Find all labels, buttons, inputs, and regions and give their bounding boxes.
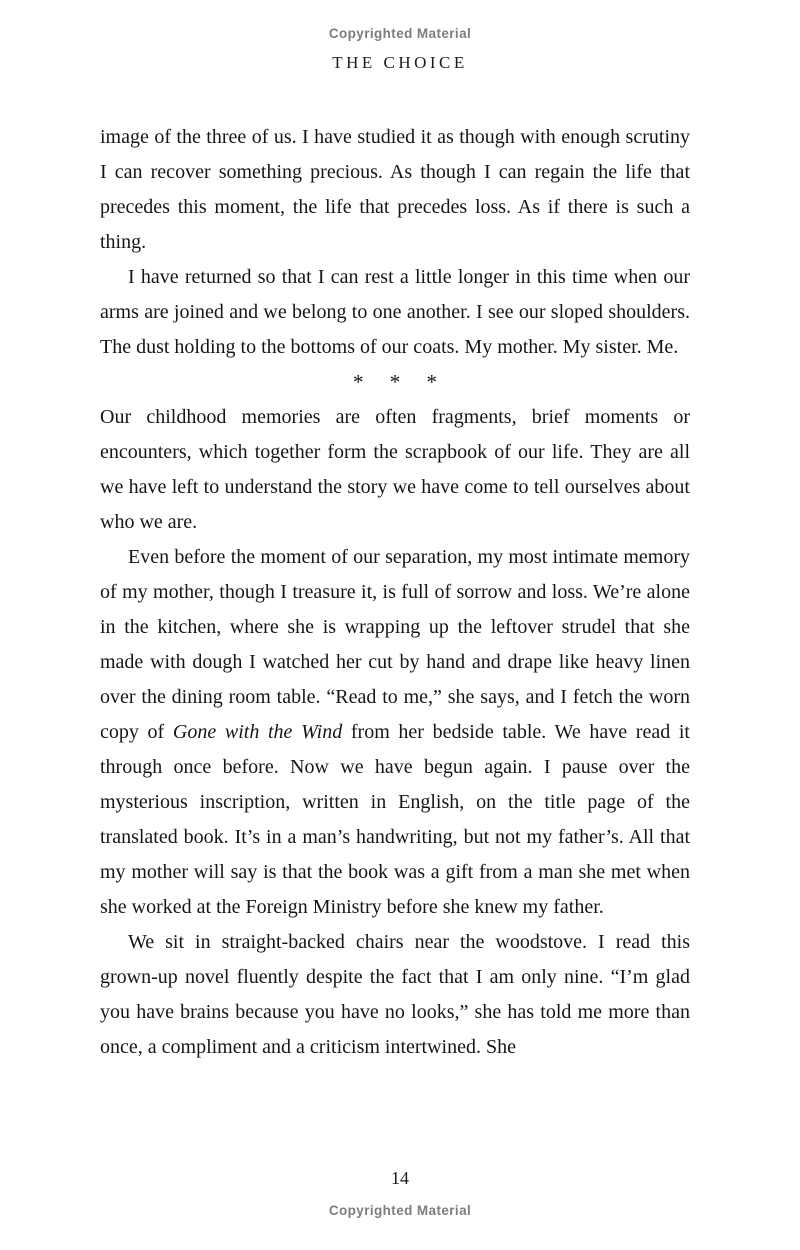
text-run: Our childhood memories are often fragments, brief moments or encounters, which together form the scrapbook of our life. They are all we have left to understand the story we have come to tell ourselves about who we are. [100, 406, 690, 533]
running-head: THE CHOICE [332, 53, 468, 72]
text-run: We sit in straight-backed chairs near the woodstove. I read this grown-up novel fluently despite the fact that I am only nine. “I’m glad you have brains because you have no looks,” she has told me more than once, a compliment and a criticism intertwined. She [100, 931, 690, 1058]
paragraph [100, 925, 690, 1065]
text-run: image of the three of us. I have studied it as though with enough scrutiny I can recover something precious. As though I can regain the life that precedes this moment, the life that precedes loss. As if there is such a thing. [100, 126, 690, 253]
paragraph [100, 400, 690, 540]
text-run: Even before the moment of our separation, my most intimate memory of my mother, though I treasure it, is full of sorrow and loss. We’re alone in the kitchen, where she is wrapping up the leftover strudel that she made with dough I watched her cut by hand and drape like heavy linen over the dining room table. “Read to me,” she says, and I fetch the worn copy of [100, 546, 690, 743]
text-body [100, 120, 690, 1065]
page-number: 14 [391, 1168, 409, 1188]
paragraph [100, 120, 690, 260]
paragraph [100, 540, 690, 925]
copyright-notice-bottom: Copyrighted Material [328, 1203, 472, 1218]
book-title-italic: Gone with the Wind [172, 721, 343, 743]
text-run: I have returned so that I can rest a little longer in this time when our arms are joined and we belong to one another. I see our sloped shoulders. The dust holding to the bottoms of our coats. My mother. My sister. Me. [100, 266, 690, 358]
section-break: * * * [353, 370, 437, 394]
paragraph [100, 260, 690, 365]
copyright-notice-top: Copyrighted Material [328, 26, 472, 41]
text-run: from her bedside table. We have read it through once before. Now we have begun again. I pause over the mysterious inscription, written in English, on the title page of the translated book. It’s in a man’s handwriting, but not my father’s. All that my mother will say is that the book was a gift from a man she met when she worked at the Foreign Ministry before she knew my father. [100, 721, 690, 918]
